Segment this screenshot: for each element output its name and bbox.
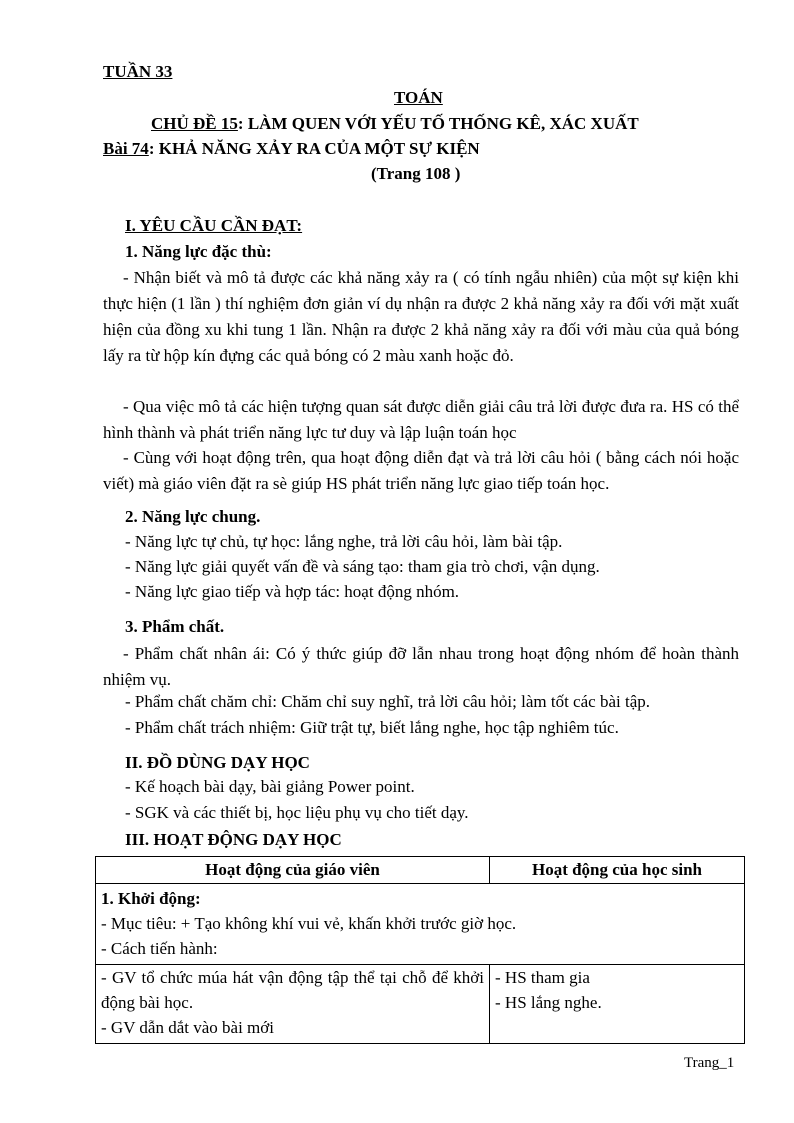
warmup-section-cell (96, 884, 745, 965)
week-label: TUẦN 33 (103, 62, 173, 81)
teacher-activity-line: - GV dẫn dắt vào bài mới (101, 1018, 274, 1037)
section-3-title: III. HOẠT ĐỘNG DẠY HỌC (125, 830, 342, 849)
lesson-heading (103, 139, 480, 159)
warmup-line: - Mục tiêu: + Tạo không khí vui vẻ, khấn khởi trước giờ học. (101, 914, 517, 933)
lesson-title: : KHẢ NĂNG XẢY RA CỦA MỘT SỰ KIỆN (148, 139, 480, 158)
subject-title: TOÁN (394, 88, 443, 107)
warmup-title: 1. Khởi động: (101, 889, 201, 908)
general-competency-item: - Năng lực tự chủ, tự học: lắng nghe, trả lời câu hỏi, làm bài tập. (125, 532, 563, 551)
teacher-activity-cell (96, 965, 490, 1044)
table-row (96, 965, 745, 1044)
table-header-row (96, 857, 745, 884)
column-header-student: Hoạt động của học sinh (490, 857, 745, 884)
paragraph-competency-3: - Cùng với hoạt động trên, qua hoạt động diễn đạt và trả lời câu hỏi ( bằng cách nói hoặc viết) mà giáo viên đặt ra sè giúp HS phát triển năng lực giao tiếp toán học. (103, 448, 739, 493)
section-2-title: II. ĐỒ DÙNG DẠY HỌC (125, 753, 310, 772)
materials-item: - Kế hoạch bài dạy, bài giảng Power point. (125, 777, 415, 796)
activity-table (95, 856, 745, 1044)
paragraph-competency-1: - Nhận biết và mô tả được các khả năng xảy ra ( có tính ngẫu nhiên) của một sự kiện khi thực hiện (1 lần ) thí nghiệm đơn giản ví dụ nhận ra được 2 khả năng xảy ra đối với mặt xuất hiện của đồng xu khi tung 1 lần. Nhận ra được 2 khả năng xảy ra đối với màu của quả bóng lấy ra từ hộp kín đựng các quả bóng có 2 màu xanh hoặc đỏ. (103, 268, 739, 365)
page-reference: (Trang 108 ) (371, 164, 461, 183)
subsection-3-title: 3. Phẩm chất. (125, 617, 225, 636)
paragraph-quality-1: - Phẩm chất nhân ái: Có ý thức giúp đỡ lẫn nhau trong hoạt động nhóm để hoàn thành nhiệm vụ. (103, 644, 739, 689)
topic-title: : LÀM QUEN VỚI YẾU TỐ THỐNG KÊ, XÁC XUẤT (237, 114, 639, 133)
student-activity-cell (490, 965, 745, 1044)
quality-item: - Phẩm chất trách nhiệm: Giữ trật tự, biết lắng nghe, học tập nghiêm túc. (125, 718, 619, 737)
section-1-title: I. YÊU CẦU CẦN ĐẠT: (125, 216, 303, 235)
topic-label: CHỦ ĐỀ 15 (151, 114, 238, 133)
lesson-label: Bài 74 (103, 139, 149, 158)
general-competency-item: - Năng lực giao tiếp và hợp tác: hoạt động nhóm. (125, 582, 460, 601)
student-activity-line: - HS lắng nghe. (495, 993, 602, 1012)
subsection-1-title: 1. Năng lực đặc thù: (125, 242, 272, 261)
table-row (96, 884, 745, 965)
teacher-activity-line: - GV tổ chức múa hát vận động tập thể tại chỗ để khởi động bài học. (101, 968, 484, 1012)
topic-heading (151, 114, 639, 134)
column-header-teacher: Hoạt động của giáo viên (96, 857, 490, 884)
materials-item: - SGK và các thiết bị, học liệu phụ vụ cho tiết dạy. (125, 803, 469, 822)
warmup-line: - Cách tiến hành: (101, 939, 218, 958)
general-competency-item: - Năng lực giải quyết vấn đề và sáng tạo: tham gia trò chơi, vận dụng. (125, 557, 600, 576)
student-activity-line: - HS tham gia (495, 968, 590, 987)
page-number: Trang_1 (684, 1055, 735, 1071)
paragraph-competency-2: - Qua việc mô tả các hiện tượng quan sát được diễn giải câu trả lời được đưa ra. HS có thể hình thành và phát triển năng lực tư duy và lập luận toán học (103, 397, 739, 442)
quality-item: - Phẩm chất chăm chỉ: Chăm chỉ suy nghĩ, trả lời câu hỏi; làm tốt các bài tập. (125, 692, 650, 711)
subsection-2-title: 2. Năng lực chung. (125, 507, 261, 526)
